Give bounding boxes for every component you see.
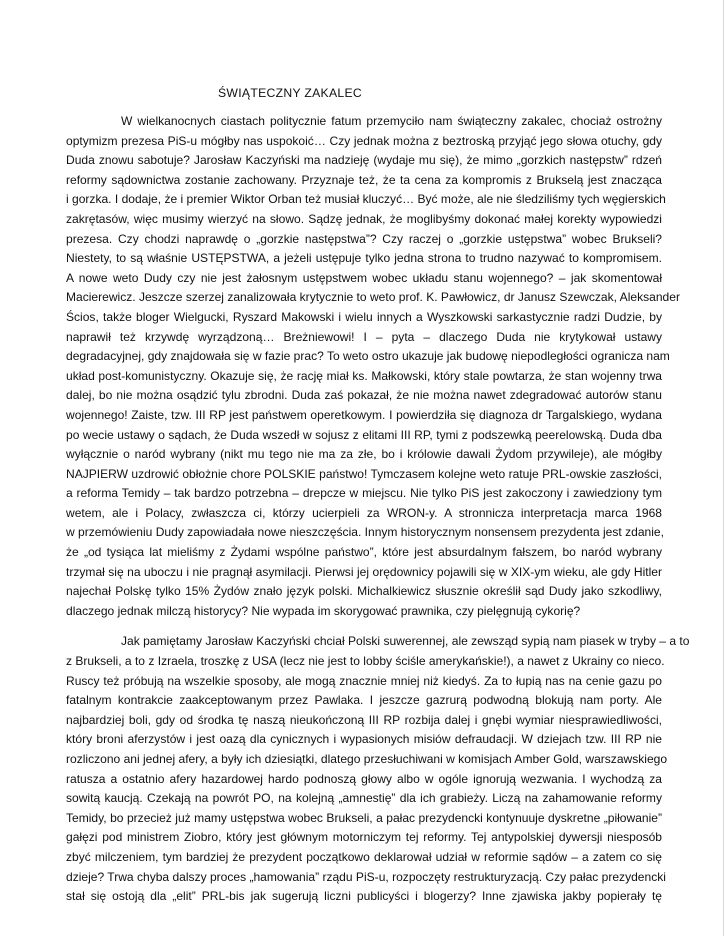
- text-line: W wielkanocnych ciastach politycznie fatum przemyciło nam świąteczny zakalec, chociaż ostrożny: [121, 114, 662, 128]
- text-line: układ post-komunistyczny. Okazuje się, że rację miał ks. Małkowski, który stale powtarza, że stan wojenny trwa: [66, 368, 662, 383]
- paragraph-2: [66, 632, 690, 906]
- text-line: wyłącznie o naród wybrany (nikt mu tego nie ma za złe, bo i królowie dawali Żydom przywileje), ale mógłby: [66, 447, 662, 462]
- text-line: Niestety, to są właśnie USTĘPSTWA, a jeżeli ustępuje tylko jedna strona to trudno nazywać to kompromisem.: [66, 251, 662, 266]
- text-line: wojennego! Zaiste, tzw. III RP jest państwem operetkowym. I powierdziła się diagnoza dr Targalskiego, wydana: [66, 407, 662, 422]
- text-line: ratusza a ostatnio afery hazardowej hardo podnoszą głowy albo w ogóle ignorują wezwania. I wychodzą za: [66, 771, 662, 786]
- text-line: zakrętasów, więc musimy wierzyć na słowo. Sądzę jednak, że moglibyśmy dokonać małej korekty wypowiedzi: [66, 211, 662, 226]
- text-line: reformy sądownictwa zostanie zachowany. Przyznaje też, że ta cena za kompromis z Brukselą jest znacząca: [66, 172, 662, 187]
- text-line: dlaczego jednak milczą historycy? Nie wypada im skorygować prawnika, czy pielęgnują cykorię?: [66, 603, 581, 618]
- document-title: ŚWIĄTECZNY ZAKALEC: [217, 86, 362, 100]
- text-line: że „od tysiąca lat mieliśmy z Żydami wspólne państwo”, które jest absurdalnym fałszem, bo naród wybrany: [66, 545, 662, 560]
- text-line: fatalnym kontrakcie zaakceptowanym przez Pawlaka. I jeszcze gazrurą podwodną blokują nam porty. Ale: [66, 693, 662, 708]
- text-line: dzieje? Trwa chyba dalszy proces „hamowania” rządu PiS-u, rozpoczęty restrukturyzacją. Czy pałac prezydencki: [66, 869, 666, 884]
- text-line: wetem, ale i Polacy, zwłaszcza ci, którzy ucierpieli za WRON-y. A stronnicza interpretacja marca 1968: [66, 505, 662, 520]
- text-line: NAJPIERW uzdrowić obłożnie chore POLSKIE państwo! Tymczasem kolejne weto ratuje PRL-owskie zaszłości,: [66, 466, 662, 481]
- text-line: optymizm prezesa PiS-u mógłby nas uspokoić… Czy jednak można z beztroską przyjąć jego słowa otuchy, gdy: [66, 133, 662, 148]
- text-line: A nowe weto Dudy czy nie jest żałosnym ustępstwem wobec układu stanu wojennego? – jak skomentował: [66, 270, 662, 285]
- text-line: po wecie ustawy o sądach, że Duda wszedł w sojusz z elitami III RP, tymi z podszewką peerelowską. Duda dba: [66, 427, 662, 442]
- text-line: Temidy, bo przecież już mamy ustępstwa wobec Brukseli, a pałac prezydencki kontynuuje dyskretne „piłowanie”: [66, 810, 662, 825]
- text-line: najechał Polskę tylko 15% Żydów znało język polski. Michalkiewicz słusznie określił sąd Dudy jako szkodliwy,: [66, 584, 662, 599]
- document-body: [66, 112, 690, 907]
- text-line: Duda znowu sabotuje? Jarosław Kaczyński ma nadzieję (wydaje mu się), że mimo „gorzkich następstw” rdzeń: [66, 153, 662, 168]
- text-line: dalej, bo nie można osądzić tylu zbrodni. Duda zaś pokazał, że nie można nawet zdegradować autorów stanu: [66, 388, 662, 403]
- text-line: naprawił też krzywdę wyrządzoną… Breżniewowi! I – pyta – dlaczego Duda nie krytykował ustawy: [66, 329, 662, 344]
- text-line: Ścios, także bloger Wielgucki, Ryszard Makowski i wielu innych a Wyszkowski sarkastycznie radzi Dudzie, by: [66, 309, 662, 324]
- text-line: który broni aferzystów i jest oazą dla cynicznych i wypasionych misiów defraudacji. W dziejach tzw. III RP nie: [66, 732, 662, 747]
- text-line: najbardziej boli, gdy od środka tę naszą nieukończoną III RP rozbija dalej i gnębi wymiar niesprawiedliwości,: [66, 712, 662, 727]
- text-line: i gorzka. I dodaje, że i premier Wiktor Orban też musiał kluczyć… Być może, ale nie śledziliśmy tych węgierskich: [66, 192, 666, 207]
- text-line: rozliczono ani jednej afery, a były ich dziesiątki, dlatego przesłuchiwani w komisjach Amber Gold, warszawskiego: [66, 752, 668, 766]
- text-line: prezesa. Czy chodzi naprawdę o „gorzkie następstwa”? Czy raczej o „gorzkie ustępstwa” wobec Brukseli?: [66, 231, 662, 246]
- paragraph-1: [66, 112, 680, 621]
- text-line: Ruscy też próbują na wszelkie sposoby, ale mogą znacznie mniej niż kiedyś. Za to łupią nas na cenie gazu po: [66, 673, 662, 688]
- text-line: trzymał się na uboczu i nie pragnął asymilacji. Pierwsi jej orędownicy pojawili się w XIX-ym wieku, ale gdy Hitler: [66, 564, 662, 579]
- text-line: zbyć milczeniem, tym bardziej że prezydent początkowo deklarował udział w reformie sądów – a zatem co się: [66, 849, 662, 864]
- text-line: gałęzi pod ministrem Ziobro, który jest głównym motorniczym tej reformy. Tej antypolskiej dywersji niesposób: [66, 830, 662, 845]
- text-line: Jak pamiętamy Jarosław Kaczyński chciał Polski suwerennej, ale zewsząd sypią nam piasek w tryby – a to: [121, 634, 690, 649]
- text-line: sowitą kaucją. Czekają na powrót PO, na kolejną „amnestię” dla ich grabieży. Liczą na zahamowanie reformy: [66, 791, 662, 806]
- text-line: z Brukseli, a to z Izraela, troszkę z USA (lecz nie jest to lobby ściśle amerykańskie!), a nawet z Ukrainy co nieco.: [66, 654, 665, 669]
- text-line: degradacyjnej, gdy znajdowała się w fazie prac? To weto ostro ukazuje jak budowę niepodległości ogranicza nam: [66, 349, 670, 364]
- text-line: w przemówieniu Dudy zapowiadała nowe nieszczęścia. Innym historycznym nonsensem prezydenta jest zdanie,: [66, 525, 664, 540]
- text-line: a reforma Temidy – tak bardzo potrzebna – drepcze w miejscu. Nie tylko PiS jest zakoczony i zawiedziony tym: [66, 486, 662, 501]
- text-line: Macierewicz. Jeszcze szerzej zanalizowała krytycznie to weto prof. K. Pawłowicz, dr Janusz Szewczak, Aleksander: [66, 290, 680, 305]
- text-line: stał się ostoją dla „elit” PRL-bis jak sugerują liczni publicyści i blogerzy? Inne zjawiska jakby popierały tę: [66, 889, 662, 904]
